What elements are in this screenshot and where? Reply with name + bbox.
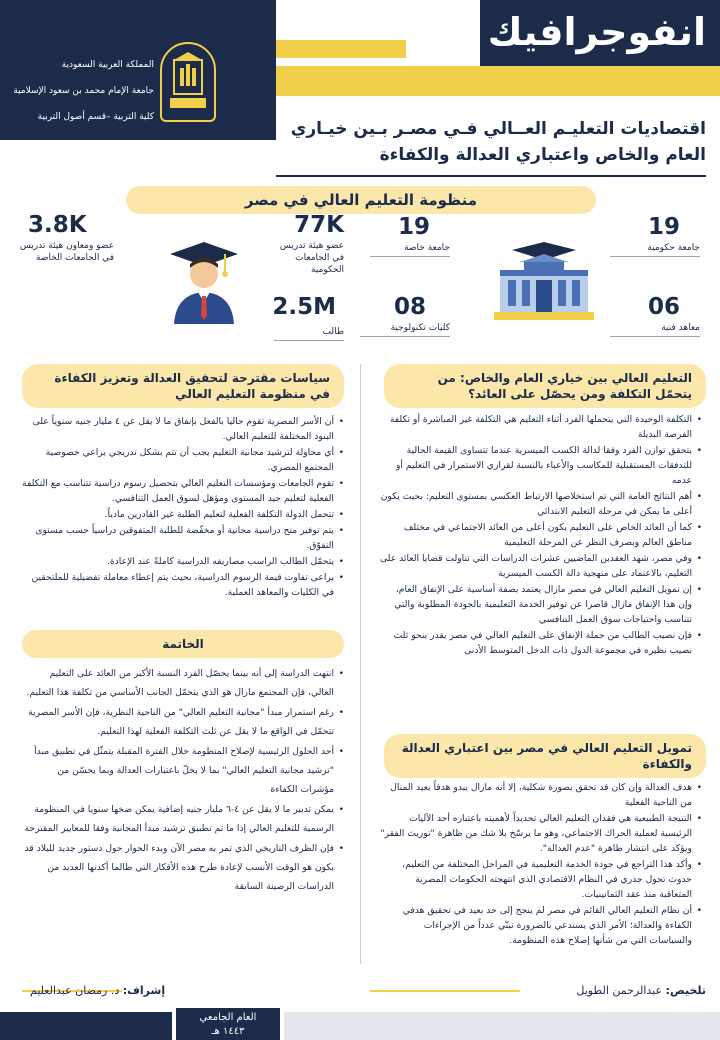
university-building-icon (494, 240, 594, 322)
priv-univ-label: جامعة خاصة (404, 243, 450, 253)
gov-univ-count: 19 (647, 214, 680, 240)
logo-emblem-icon (166, 50, 210, 114)
header-yellow-accent (276, 40, 406, 58)
footer-divider (370, 990, 520, 992)
right-section-heading-1: التعليم العالي بين خياري العام والخاص: من يتحمّل التكلفة ومن يحصّل على العائد؟ (384, 364, 706, 408)
priv-univ-count: 19 (397, 214, 430, 240)
list-item: • هدف العدالة وإن كان قد تحقق بصورة شكلية، إلا أنه مازال يبدو هدفاً بعيد المنال من الناحية الفعلية (380, 780, 702, 810)
list-item: • وفي مصر، شهد العقدين الماضيين عشرات الدراسات التي تناولت قضايا العائد على التعليم، بالاعتماد على منهجية دالة الكسب الميسرية (380, 551, 702, 581)
right-section-body-1 (380, 412, 702, 659)
students-count: 2.5M (272, 294, 336, 320)
list-item: • وأكد هذا التراجع في جودة الخدمة التعليمية في المراحل المختلفة من التعليم، حدوث تحول جذري في النظام الاقتصادي الذي انتهجته الحكومات المصرية المتعاقبة منذ عقد الثمانينيات. (380, 857, 702, 902)
page-title-line2: العام والخاص واعتباري العدالة والكفاءة (379, 145, 706, 165)
stat-divider (274, 340, 344, 341)
supervision-credit (30, 984, 165, 997)
list-item: • يتحقق توازن الفرد وفقا لدالة الكسب الميسرية عندما تتساوى القيمة الحالية للتدفقات المستقبلية للمكاسب والأعباء بالنسبة لقراري الاستمرار في التعليم أو عدمه (380, 443, 702, 488)
academic-year-box (176, 1008, 280, 1040)
column-divider (360, 364, 361, 964)
list-item: • أن نظام التعليم العالي القائم في مصر لم ينجح إلى حد بعيد في تحقيق هدفي الكفاءة والعدالة؛ الأمر الذي يستدعي بالضرورة تبنّي عدداً من الإجراءات والسياسات التي من شأنها إصلاح هذه المنظومة. (380, 903, 702, 948)
list-item: • تتحمل الدولة التكلفة الفعلية لتعليم الطلبة غير القادرين مادياً. (22, 507, 344, 522)
list-item: • تقوم الجامعات ومؤسسات التعليم العالي بتحصيل رسوم دراسية تتناسب مع التكلفة الفعلية لتعليم جيد المستوى ومؤهل لسوق العمل التنافسي. (22, 476, 344, 506)
left-section-heading-2: الخاتمة (22, 630, 344, 658)
system-heading: منظومة التعليم العالي في مصر (126, 186, 596, 214)
supervision-name: د. رمضان عبدالعليم (30, 984, 120, 997)
stat-divider (370, 256, 450, 257)
tech-inst-label: معاهد فنية (661, 323, 700, 333)
college-name: كلية التربية –قسم أصول التربية (37, 112, 154, 122)
stat-divider (610, 256, 700, 257)
brand-title: انفوجرافيك (487, 10, 706, 54)
supervision-label: إشراف: (122, 984, 166, 997)
footer-gray-bar (284, 1012, 720, 1040)
university-info (4, 52, 154, 130)
list-item: • أهم النتائج العامة التي تم استخلاصها الارتباط العكسي بمستوى التعليم: بحيث يكون أعلى ما يمكن في مرحلة التعليم الابتدائي (380, 489, 702, 519)
list-item: • إن تمويل التعليم العالي في مصر مازال يعتمد بصفة أساسية على الإنفاق العام، وإن هذا الإنفاق مازال قاصرا عن توفير الخدمة التعليمية بالجودة المطلوبة والتي تتناسب واحتياجات سوق العمل التنافسي (380, 582, 702, 627)
list-item: • فإن نصيب الطالب من جملة الإنفاق على التعليم العالي في مصر يقدر بنحو ثلث نصيب نظيره في مجموعة الدول ذات الدخل المتوسط الأدنى (380, 628, 702, 658)
country-name: المملكة العربية السعودية (61, 60, 154, 70)
list-item: • يمكن تدبير ما لا يقل عن ٤-٦ مليار جنيه إضافية يمكن ضخها سنويا في المنظومة الرسمية للتعليم العالي إذا ما تم تطبيق ترشيد مبدأ المجانية وفقا للمعايير المقترحة (22, 800, 344, 838)
university-name: جامعة الإمام محمد بن سعود الإسلامية (13, 86, 154, 96)
stat-divider (610, 336, 700, 337)
list-item: • انتهت الدراسة إلى أنه بينما يحصّل الفرد النسبة الأكبر من العائد على التعليم العالي، فإن المجتمع مازال هو الذي يتحمّل الجانب الأساسي من تكلفة هذا التعليم. (22, 664, 344, 702)
summary-credit (576, 984, 706, 997)
list-item: • رغم استمرار مبدأ "مجانية التعليم العالي" من الناحية النظرية، فإن الأسر المصرية تتحمّل في الواقع ما لا يقل عن ثلث التكلفة الفعلية لهذا التعليم. (22, 703, 344, 741)
academic-year-value: ١٤٤٣ هـ (211, 1026, 245, 1037)
tech-coll-count: 08 (393, 294, 426, 320)
title-underline (276, 175, 706, 177)
list-item: • يتم توفير منح دراسية مجانية أو مخفّضة للطلبة المتفوقين دراسياً حسب مستوى التفوّق. (22, 523, 344, 553)
list-item: • فإن الظرف التاريخي الذي تمر به مصر الآن وبدء الحوار حول دستور جديد للبلاد قد يكون هو الوقت الأنسب لإعادة طرح هذه الأفكار التي طالما أكدتها العديد من الدراسات الرصينة السابقة (22, 839, 344, 896)
university-logo-icon (160, 42, 216, 122)
list-item: • يتحمّل الطالب الراسب مصاريفه الدراسية كاملةً عند الإعادة. (22, 554, 344, 569)
list-item: • أي محاولة لترشيد مجانية التعليم يجب أن تتم بشكل تدريجي يراعي خصوصية المجتمع المصري. (22, 445, 344, 475)
page-title (276, 116, 706, 168)
students-label: طالب (322, 327, 344, 337)
right-section-heading-2: تمويل التعليم العالي في مصر بين اعتباري العدالة والكفاءة (384, 734, 706, 778)
academic-year-label: العام الجامعي (199, 1012, 257, 1023)
tech-inst-count: 06 (647, 294, 680, 320)
list-item: • كما أن العائد الخاص على التعليم يكون أعلى من العائد الاجتماعي في مختلف مناطق العالم وبصرف النظر عن المرحلة التعليمية (380, 520, 702, 550)
staff-label: عضو هيئة تدريس في الجامعات الحكومية (279, 241, 344, 275)
list-item: • النتيجة الطبيعية هي فقدان التعليم العالي تحديداً لأهميته باعتباره أحد الآليات الرئيسية لعملية الحراك الاجتماعي، وهو ما يرسّخ بلا شك من ظاهرة "توريث الفقر" ويؤكد على انتشار ظاهرة "عدم العدالة". (380, 811, 702, 856)
left-section-body-2 (22, 664, 344, 897)
list-item: • التكلفة الوحيدة التي يتحملها الفرد أثناء التعليم هي التكلفة غير المباشرة أو تكلفة الفرصة البديلة (380, 412, 702, 442)
priv-staff-count: 3.8K (28, 212, 87, 238)
footer-navy-block (0, 1012, 172, 1040)
summary-label: تلخيص: (665, 984, 706, 997)
list-item: • أحد الحلول الرئيسية لإصلاح المنظومة خلال الفترة المقبلة يتمثّل في تطبيق مبدأ "ترشيد مجانية التعليم العالي" بما لا يخلّ باعتبارات العدالة وبما يحسّن من مؤشرات الكفاءة (22, 742, 344, 799)
page-title-line1: اقتصاديات التعليـم العــالي فـي مصـر بـين خيـاري (290, 119, 706, 139)
tech-coll-label: كليات تكنولوجية (390, 323, 450, 333)
summary-name: عبدالرحمن الطويل (576, 984, 663, 997)
left-section-heading-1: سياسات مقترحة لتحقيق العدالة وتعزيز الكفاءة في منظومة التعليم العالي (22, 364, 344, 408)
right-section-body-2 (380, 780, 702, 949)
list-item: • أن الأسر المصرية تقوم حاليا بالفعل بإنفاق ما لا يقل عن ٤ مليار جنيه سنوياً على البنود المختلفة للتعليم العالي. (22, 414, 344, 444)
graduate-icon (164, 240, 244, 324)
header (0, 0, 720, 122)
header-yellow-stripe (276, 66, 720, 96)
gov-univ-label: جامعة حكومية (647, 243, 700, 253)
stat-divider (360, 336, 450, 337)
list-item: • يراعى تفاوت قيمة الرسوم الدراسية، بحيث يتم إعطاء معاملة تفضيلية للملتحقين في الكليات والمعاهد العملية. (22, 570, 344, 600)
left-section-body-1 (22, 414, 344, 601)
staff-count: 77K (294, 212, 344, 238)
priv-staff-label: عضو ومعاون هيئة تدريس في الجامعات الخاصة (19, 241, 114, 263)
